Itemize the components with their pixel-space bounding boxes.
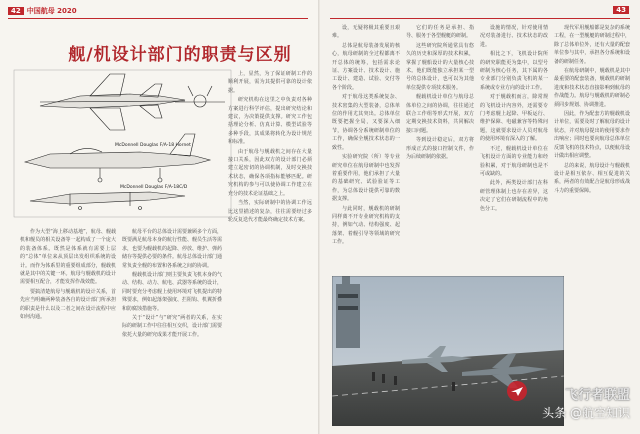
paragraph: 关于“设计”与“研究”两者的关系，在实际的研制工作中往往相互交织，设计部门需要依托大量的研究成果才能开展工作。 — [122, 315, 222, 338]
paragraph: 舰载机设计部门则主要负责飞机本身的气动、结构、动力、航电、武器等系统的设计，同时要充分考虑舰上使用环境对飞机提出的特殊要求，例如起落架强度、拦阻钩、机翼折叠和防腐蚀措施等。 — [122, 272, 222, 312]
paragraph: 由于航母与舰载机之间存在大量接口关系，因此双方的设计部门必须建立起密切的协调机制，及时交换技术状态，确保各项指标能够匹配。研究机构的参与可以使协调工作建立在充分的技术论证基础之上。 — [228, 148, 312, 197]
paragraph: 实验研究院（所）等专业研究单位在航母研制中也发挥着重要作用，他们承担了大量的基础研究、试验验证等工作，为总体设计提供可靠的数据支撑。 — [332, 154, 400, 203]
fighter-blueprint-figure — [10, 66, 235, 221]
watermark-brand: 飞行者联盟 — [564, 388, 630, 403]
paragraph: 作为大型“海上移动基地”，航母、舰载机和舰员的相关设备等一起构成了一个庞大的装备体系。既然是体系就有需要上层的“总体”单位来从顶层出发组织系统的设计。而作为体系里的重要组成部分，舰载机就是其中的关键一环。航母与舰载机的设计需要相互配合，才能发挥作战效能。 — [20, 229, 116, 286]
paragraph: 它们的任务是承担、指导、服务于各型舰艇的研制。 — [406, 25, 474, 40]
blueprint-caption-b: McDonnell Douglas F/A-18C/D — [120, 185, 188, 190]
right-header-rule — [330, 18, 630, 19]
paragraph: 因此，作为配套方的舰载机设计单位，需要及时了解航母的设计状态，并对航母提出的使用要求作出响应；同时也要向航母总体单位反馈飞机的技术特点，以便航母设计做出相应调整。 — [554, 111, 630, 160]
left-folio — [8, 6, 77, 16]
paragraph: 舰载机设计单位与航母总体单位之间的协调，往往通过联合工作组等形式开展，双方定期交换技术资料，共同解决接口问题。 — [406, 94, 474, 134]
left-text-column-1 — [20, 228, 116, 426]
right-text-column-1 — [332, 24, 400, 274]
paragraph: 当然，实际研制中的协调工作远比这里描述的复杂，往往需要经过多轮反复迭代才能最终确定技术方案。 — [228, 200, 312, 223]
paragraph: 总的来说，航母设计与舰载机设计是相互依存、相互促进的关系，两者的有效配合是航母形成战斗力的重要保障。 — [554, 162, 630, 194]
paragraph: 这些研究院所通常具有悠久的历史和深厚的技术积累，掌握了舰船设计的大量核心技术。他们既能独立承担某一型号的总体设计，也可以为其他单位提供专项技术服务。 — [406, 42, 474, 91]
paragraph: 与此同时，舰载机的研制同样离不开专业研究机构的支持，例如气动、结构强度、起落架、着舰引导等领域的研究工作。 — [332, 205, 400, 246]
right-text-column-2 — [406, 24, 474, 274]
paragraph: 相比之下，飞机设计院所的研究职能更为集中，以型号研制为核心任务，其下属的各专业部门分别负责飞机的某一系统或专业方向的设计工作。 — [480, 51, 548, 91]
paragraph: 在航母研制中，舰载机是其中最重要的配套装备，舰载机的研制进度和技术状态直接影响到航母的作战能力。航母与舰载机的研制必须同步规划、协调推进。 — [554, 68, 630, 108]
watermark-logo-icon — [506, 380, 528, 402]
left-header-rule — [8, 18, 308, 19]
paragraph: 设施的情况，针对使用情况对装备进行、技术状态的改进。 — [480, 25, 548, 48]
paragraph: 研究机构在这里之中负责对各种方案进行科学评估，提出研究结论和建议，为决策提供支撑。研究工作包括理论分析、仿真计算、模型试验等多种手段，其成果将转化为设计规范和标准。 — [228, 97, 312, 146]
paragraph: 上，显然，为了保证研制工作的顺利开展，需为其提供可靠的设计依据。 — [228, 71, 312, 94]
carrier-island — [336, 276, 360, 348]
left-page-number: 42 — [8, 7, 24, 15]
paragraph: 要搞清楚航母与舰载机的设计关系，首先应当明确两种装备各自的设计部门所承担的职责是什么以及二者之间在设计流程中应如何沟通。 — [20, 288, 116, 321]
right-text-column-3 — [480, 24, 548, 274]
watermark-account: 头条 @航空知识 — [542, 406, 630, 420]
right-page-number: 43 — [613, 6, 629, 14]
paragraph: 等到设计稳定后，双方将形成正式的接口控制文件，作为后续研制的依据。 — [406, 137, 474, 161]
left-text-column-2 — [122, 228, 222, 426]
left-text-column-3 — [228, 70, 312, 425]
paragraph: 此外，两类设计部门在科研管理体制上也存在差异，这决定了它们在研制流程中的角色分工。 — [480, 180, 548, 212]
paragraph: 对于舰载机而言，除常规的飞机设计内容外，还需要专门考虑舰上起降、甲板运行、维护保障、电磁兼容等特殊问题，这就要求设计人员对航母的使用环境有深入的了解。 — [480, 94, 548, 143]
paragraph: 航母平台的总体设计需要兼顾多个方面，既要满足航母本身的航行性能、舰员生活等需求，也要为舰载机的起降、停放、维护、弹药储存等提供必要的条件。航母总体设计部门通常负责全舰的布置和各系统之间的协调。 — [122, 229, 222, 269]
carrier-deck-photo — [332, 276, 564, 426]
paragraph: 现代军用舰船都是复杂的系统工程，在一型舰艇的研制过程中，除了总体单位外，还有大量的配套单位参与其中，承担各分系统和设备的研制任务。 — [554, 25, 630, 65]
article-title: 舰/机设计部门的职责与区别 — [68, 45, 292, 65]
paragraph: 不过，舰载机设计单位在飞机设计方面的专业能力和经验积累，对于航母研制也是不可或缺的。 — [480, 145, 548, 177]
blueprint-caption-a: McDonnell Douglas F/A-18 Hornet — [115, 143, 191, 148]
right-text-column-4 — [554, 24, 630, 426]
left-section-title: 中国航母 2020 — [26, 7, 77, 15]
paragraph: 对于航母这类系统复杂、技术密集的大型装备，总体单位的作用尤其突出。总体单位既要把握全局，又要深入细节，协调各分系统研制单位的工作，确保全舰技术状态的一致性。 — [332, 94, 400, 151]
paragraph: 总体是航母装备发展的核心，航母研制的全过程都离不开总体的统筹，包括需求论证、方案设计、技术设计、施工设计、建造、试验、交付等各个阶段。 — [332, 42, 400, 91]
paragraph: 设，无疑将极其重要且艰难。 — [332, 25, 400, 40]
right-folio — [613, 6, 632, 14]
